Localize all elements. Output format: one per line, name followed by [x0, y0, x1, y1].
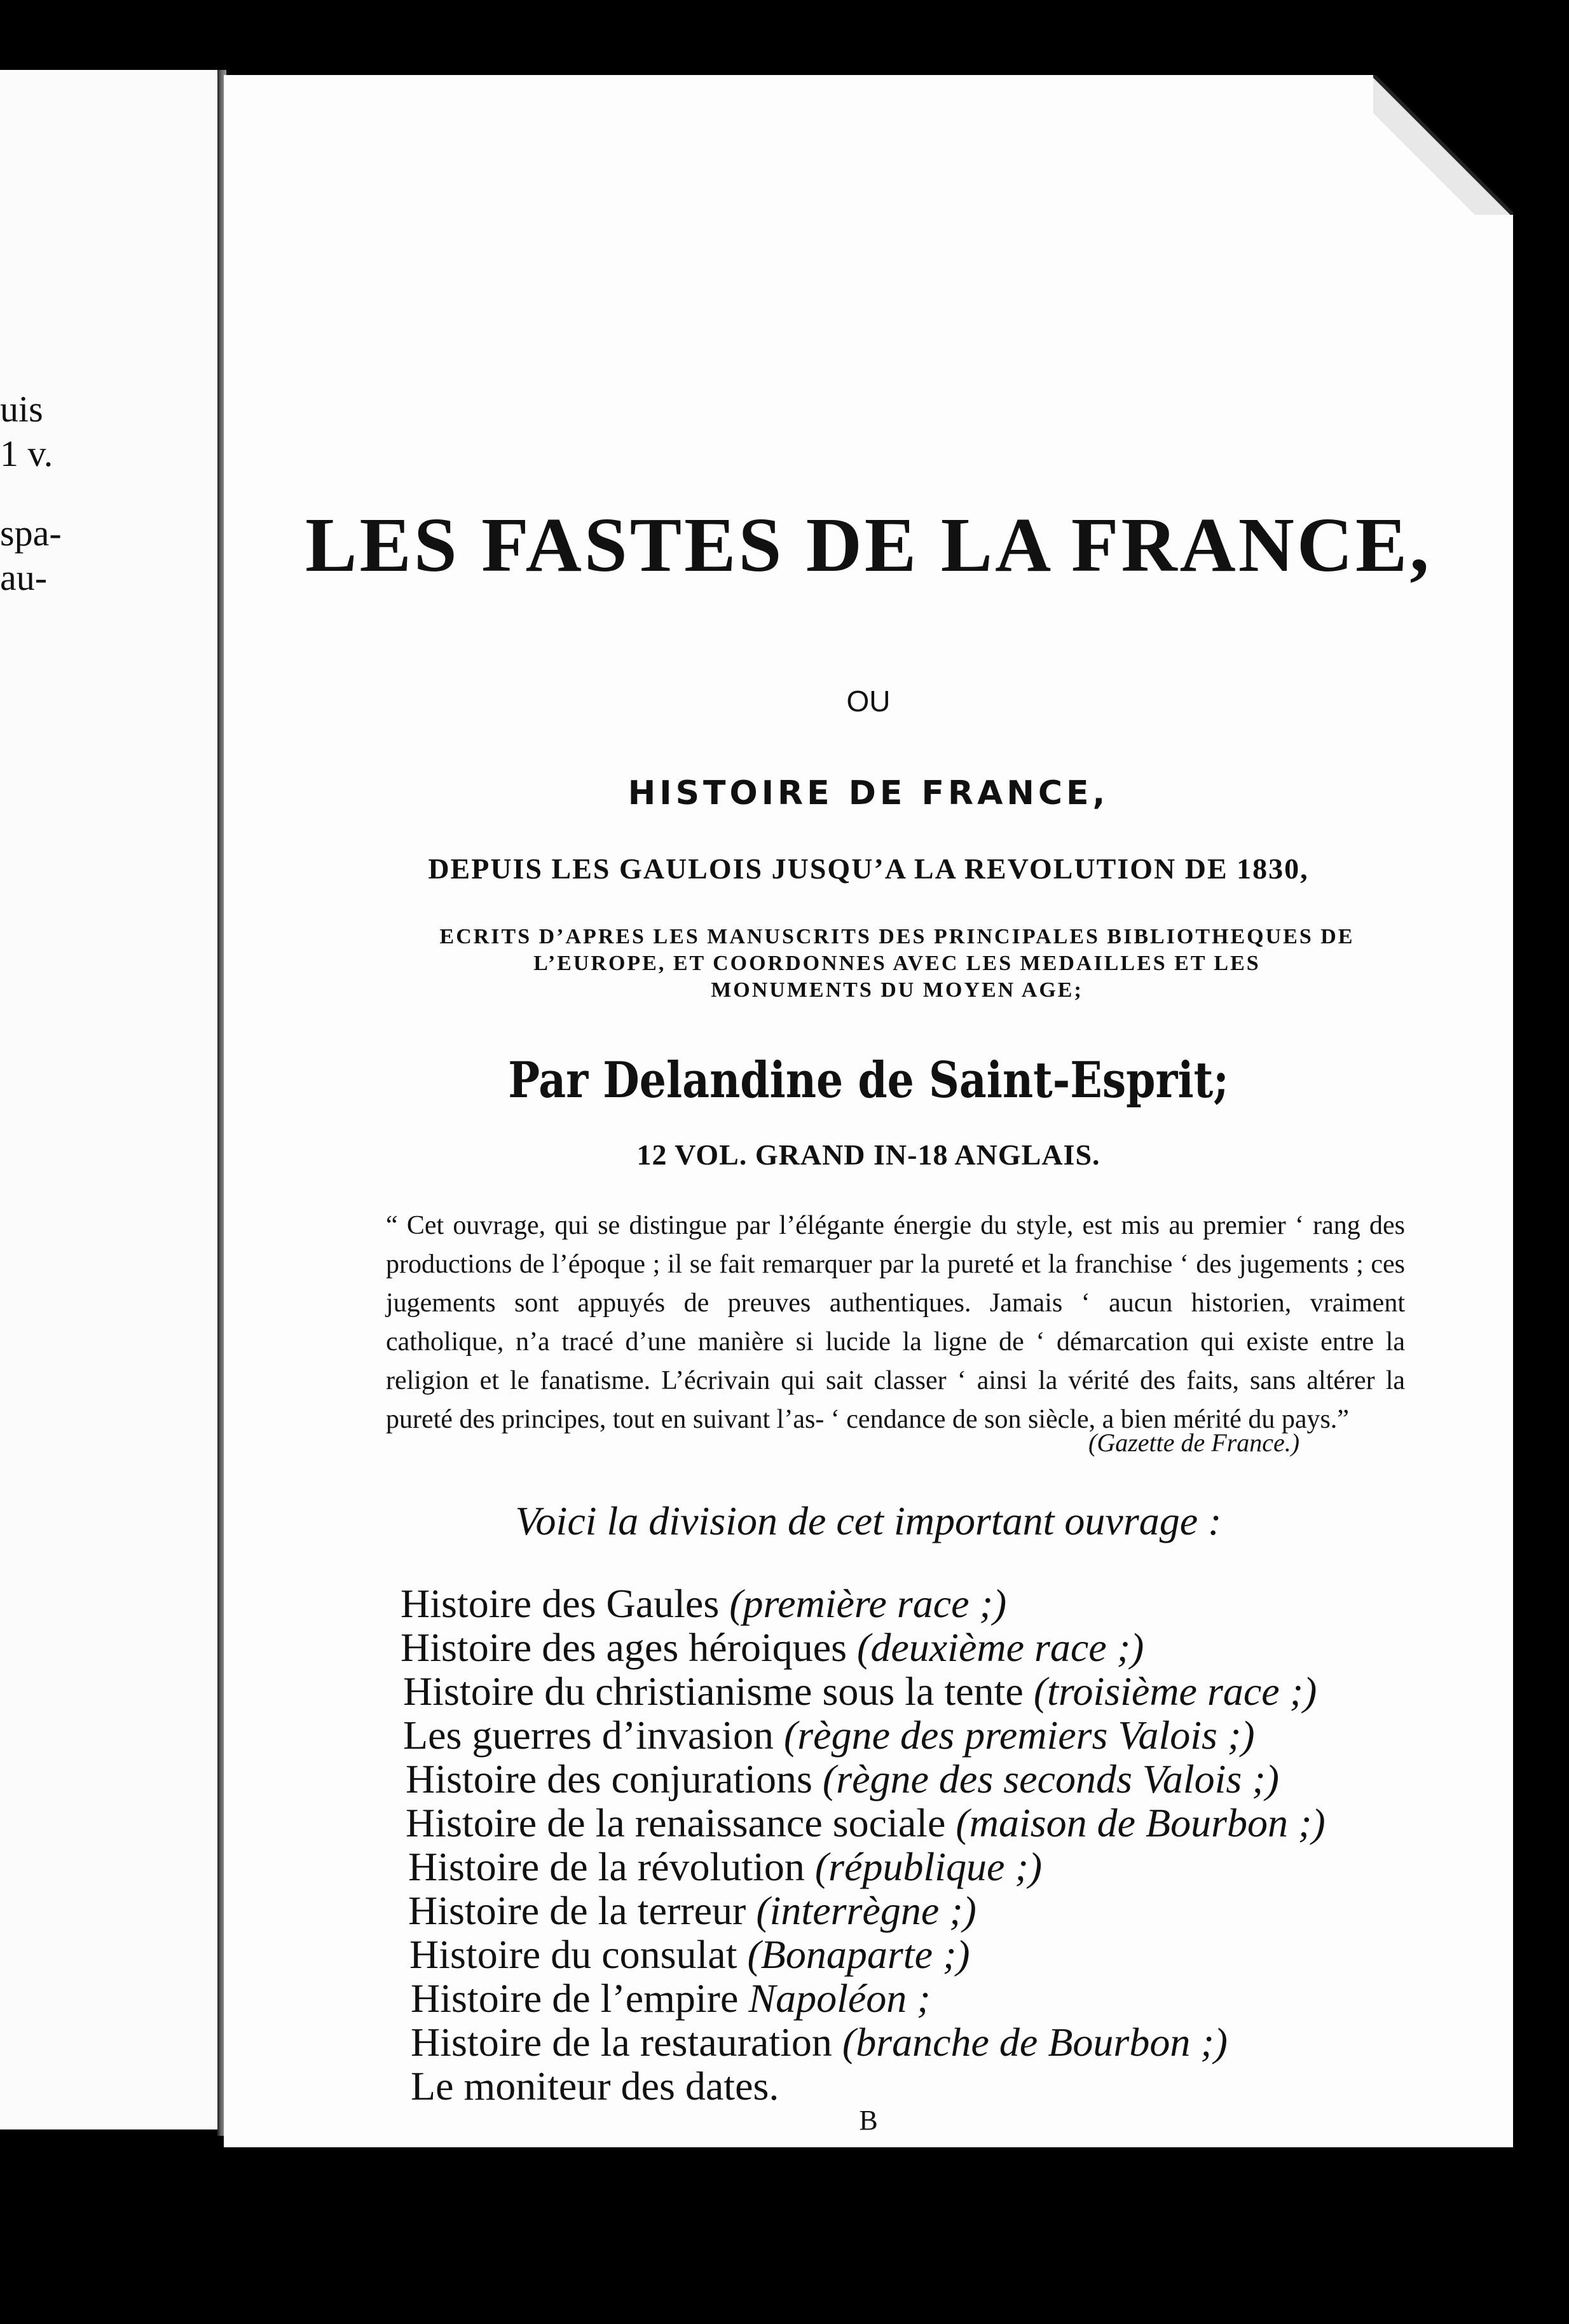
folded-corner	[1373, 75, 1513, 215]
left-page-fragment: uis	[0, 388, 43, 430]
left-page-edge	[0, 70, 219, 2129]
left-page-fragment: 1 v.	[0, 433, 53, 474]
page-title: LES FASTES DE LA FRANCE,	[305, 502, 1432, 588]
division-item: Histoire du christianisme sous la tente (troisième race ;)	[403, 1669, 1317, 1714]
sources-statement	[383, 924, 1411, 1004]
sources-line: MONUMENTS DU MOYEN AGE;	[711, 978, 1083, 1002]
division-item: Histoire des ages héroiques (deuxième race ;)	[401, 1625, 1144, 1670]
sources-line: ECRITS D’APRES LES MANUSCRITS DES PRINCIPALES BIBLIOTHEQUES DE	[439, 925, 1355, 948]
division-list	[401, 1582, 1326, 2108]
division-item: Le moniteur des dates.	[411, 2063, 779, 2109]
division-item: Histoire de la restauration (branche de Bourbon ;)	[411, 2020, 1228, 2065]
division-item: Histoire des conjurations (règne des seconds Valois ;)	[406, 1756, 1279, 1801]
quote-source: (Gazette de France.)	[1088, 1428, 1300, 1457]
title-conjunction: OU	[846, 685, 891, 718]
division-item: Les guerres d’invasion (règne des premiers Valois ;)	[403, 1712, 1255, 1758]
volumes-line: 12 VOL. GRAND IN-18 ANGLAIS.	[636, 1138, 1100, 1171]
division-item: Histoire du consulat (Bonaparte ;)	[409, 1932, 970, 1977]
page-subtitle: HISTOIRE DE FRANCE,	[627, 774, 1109, 812]
division-item: Histoire de l’empire Napoléon ;	[411, 1976, 931, 2021]
division-item: Histoire de la révolution (république ;)	[408, 1844, 1043, 1889]
division-heading: Voici la division de cet important ouvrage :	[515, 1498, 1222, 1543]
division-item: Histoire des Gaules (première race ;)	[401, 1581, 1007, 1626]
left-page-fragment: au-	[0, 557, 48, 598]
division-item: Histoire de la terreur (interrègne ;)	[408, 1888, 976, 1933]
division-item: Histoire de la renaissance sociale (maison de Bourbon ;)	[406, 1800, 1326, 1845]
period-line: DEPUIS LES GAULOIS JUSQU’A LA REVOLUTION DE 1830,	[428, 852, 1309, 885]
signature-mark: B	[859, 2105, 878, 2136]
left-page-fragment: spa-	[0, 512, 62, 554]
author-line: Par Delandine de Saint-Esprit;	[508, 1051, 1229, 1109]
sources-line: L’EUROPE, ET COORDONNES AVEC LES MEDAILLES ET LES	[533, 952, 1261, 975]
document-page	[224, 75, 1513, 2147]
review-quote: “ Cet ouvrage, qui se distingue par l’élégante énergie du style, est mis au premier ‘ rang des productions de l’époque ; il se fait remarquer par la pureté et la franchise ‘ des jugements ; ces jugements sont appuyés de preuves authentiques. Jamais ‘ aucun historien, vraiment catholique, n’a tracé d’une manière si lucide la ligne de ‘ démarcation qui existe entre la religion et le fanatisme. L’écrivain qui sait classer ‘ ainsi la vérité des faits, sans altérer la pureté des principes, tout en suivant l’as- ‘ cendance de son siècle, a bien mérité du pays.”	[386, 1211, 1405, 1434]
